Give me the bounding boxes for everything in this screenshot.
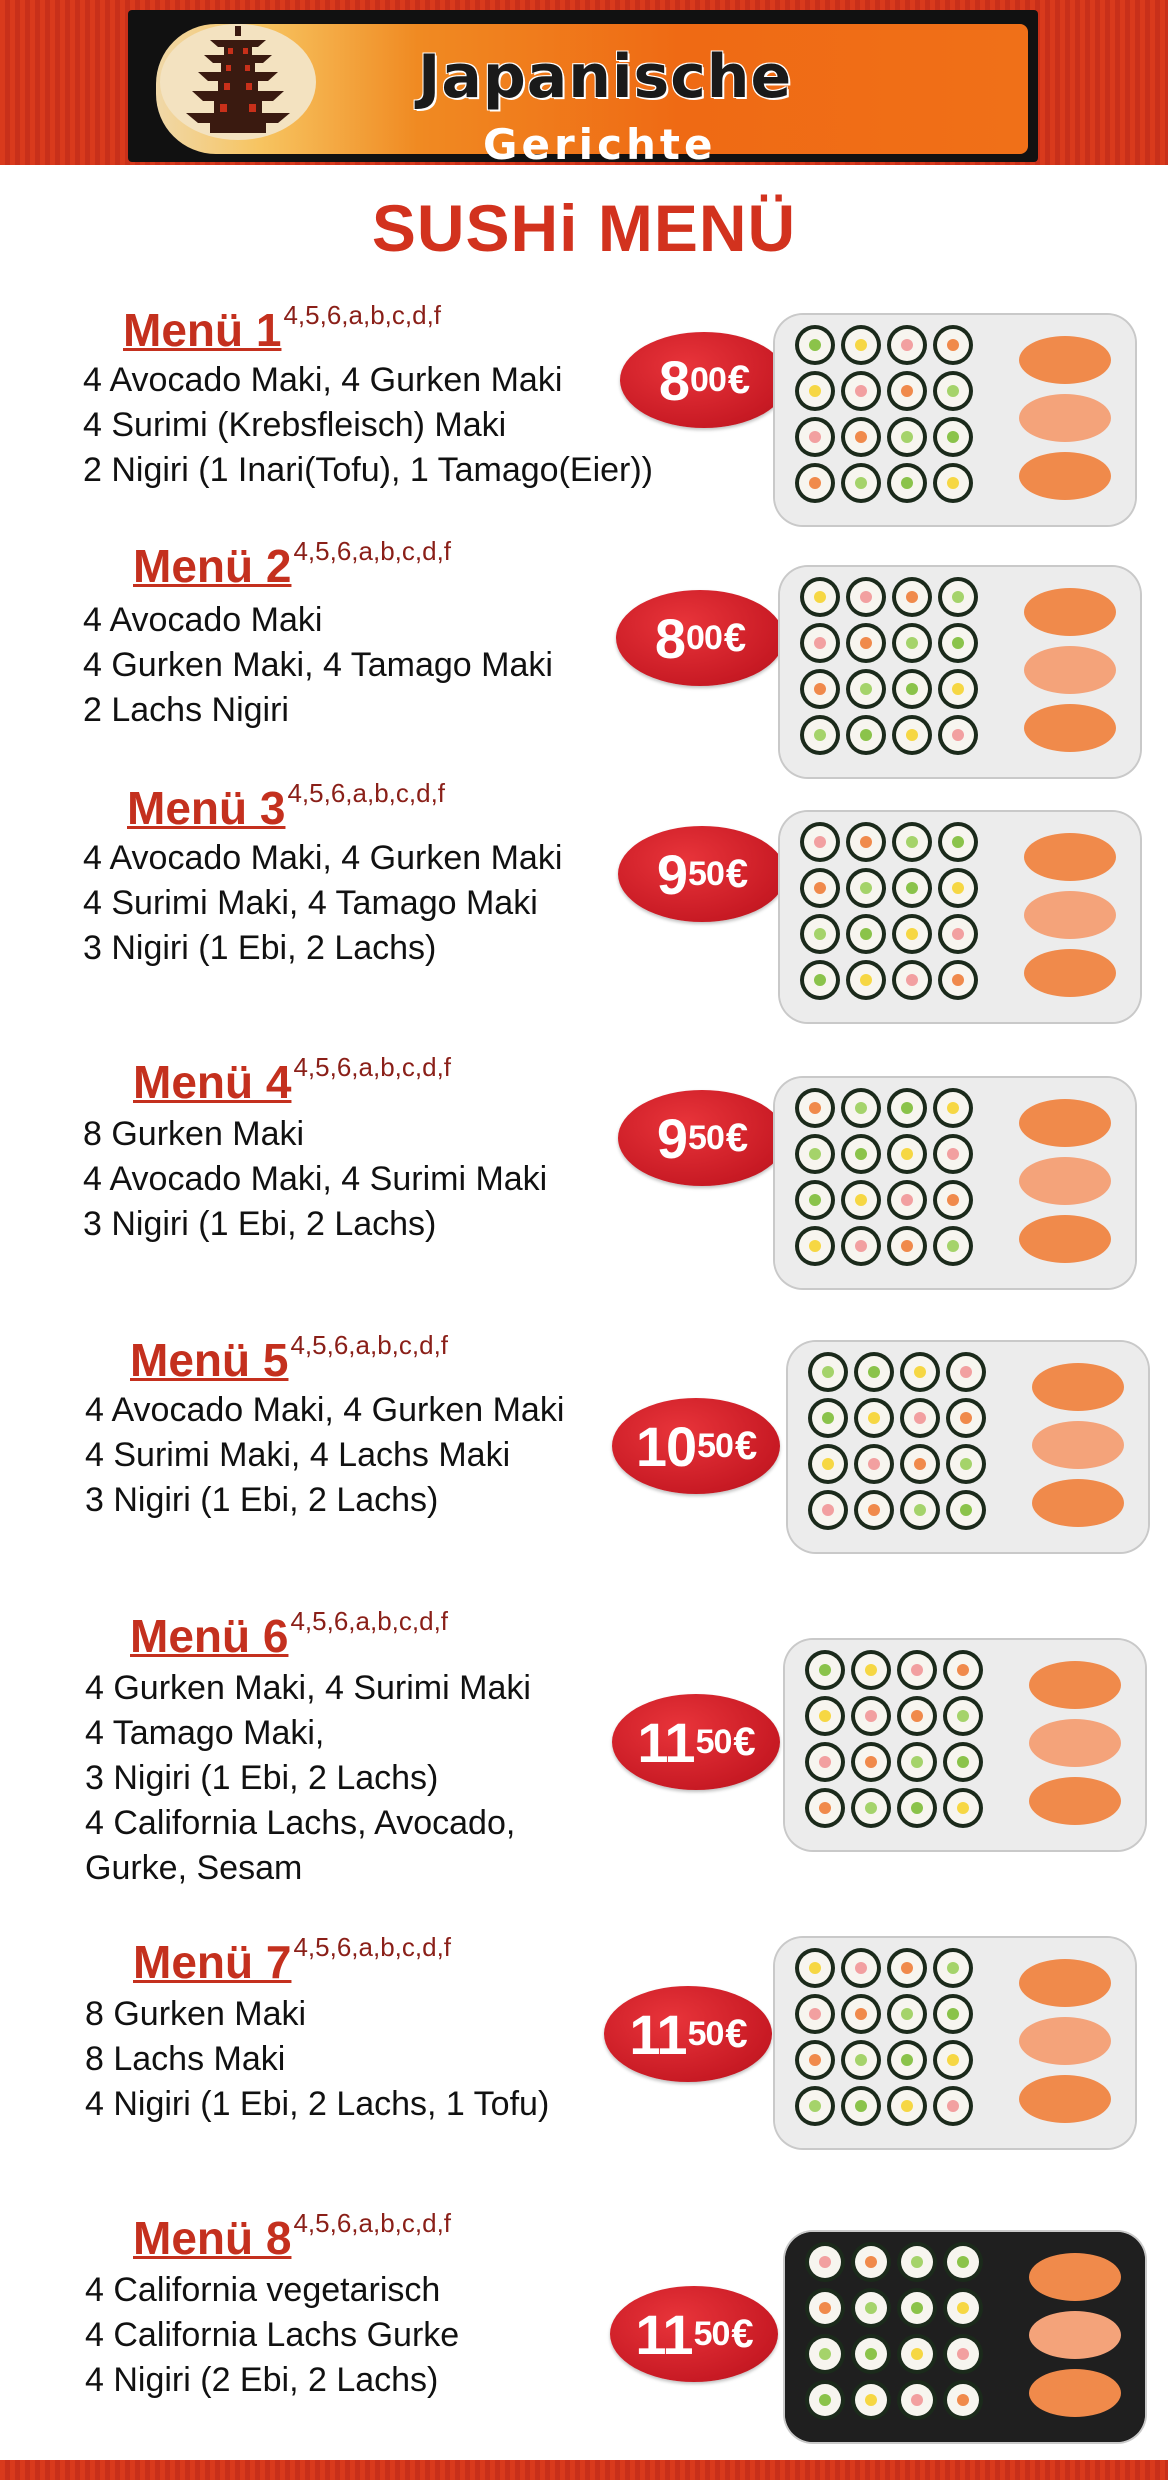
price-badge [616,590,784,686]
menu-heading [130,1330,448,1387]
menu-contents [85,1666,531,1891]
menu-line: 4 Tamago Maki, [85,1714,325,1752]
menu-contents [83,598,553,733]
price-currency: € [733,1719,755,1764]
menu-heading [133,536,451,593]
menu-heading [133,1932,451,1989]
menu-name: Menü 7 [133,1936,292,1988]
price-main: 11 [629,2002,687,2066]
price-cents: 50 [695,1722,732,1761]
price-cents: 00 [690,360,726,399]
menu-name: Menü 3 [127,782,286,834]
menu-name: Menü 4 [133,1056,292,1108]
menu-contents [85,1992,549,2127]
price-main: 11 [635,2302,693,2366]
price-badge [620,332,788,428]
price-main: 8 [654,606,686,670]
menu-line: 4 California vegetarisch [85,2271,441,2309]
price-badge [604,1986,772,2082]
price-main: 9 [656,842,688,906]
pagoda-logo [158,20,318,140]
menu-heading [133,1052,451,1109]
menu-line: 2 Nigiri (1 Inari(Tofu), 1 Tamago(Eier)) [83,451,653,489]
menu-line: 3 Nigiri (1 Ebi, 2 Lachs) [85,1481,439,1519]
menu-contents [83,358,653,493]
menu-contents [85,1388,564,1523]
menu-contents [83,836,562,971]
price-cents: 00 [686,618,722,657]
menu-name: Menü 5 [130,1334,289,1386]
menu-line: 4 Gurken Maki, 4 Surimi Maki [85,1669,531,1707]
header-title: Japanische [418,42,793,112]
header-subtitle: Gerichte [483,120,717,169]
price-main: 8 [658,348,690,412]
price-currency: € [725,2011,747,2056]
price-currency: € [723,615,746,660]
menu-line: 4 Surimi Maki, 4 Lachs Maki [85,1436,511,1474]
menu-line: 4 California Lachs Gurke [85,2316,460,2354]
menu-contents [83,1112,547,1247]
price-currency: € [725,851,748,896]
menu-line: 4 Gurken Maki, 4 Tamago Maki [83,646,553,684]
allergen-codes: 4,5,6,a,b,c,d,f [293,536,452,566]
price-currency: € [734,1423,757,1468]
menu-name: Menü 6 [130,1610,289,1662]
menu-line: Gurke, Sesam [85,1849,303,1887]
menu-line: 3 Nigiri (1 Ebi, 2 Lachs) [85,1759,439,1797]
allergen-codes: 4,5,6,a,b,c,d,f [283,300,442,330]
menu-heading [127,778,445,835]
allergen-codes: 4,5,6,a,b,c,d,f [290,1606,449,1636]
price-badge [610,2286,778,2382]
menu-name: Menü 2 [133,540,292,592]
page-title: SUSHi MENÜ [371,191,797,265]
price-badge [612,1694,780,1790]
sushi-photo [775,1938,1135,2148]
allergen-codes: 4,5,6,a,b,c,d,f [293,1932,452,1962]
menu-line: 4 Avocado Maki, 4 Gurken Maki [85,1391,565,1429]
price-main: 11 [637,1710,695,1774]
header-banner [128,10,1038,169]
price-badge [618,826,786,922]
price-main: 9 [656,1106,688,1170]
sushi-photo [785,2232,1145,2442]
menu-line: 3 Nigiri (1 Ebi, 2 Lachs) [83,929,437,967]
price-currency: € [725,1115,748,1160]
menu-line: 4 Surimi Maki, 4 Tamago Maki [83,884,538,922]
allergen-codes: 4,5,6,a,b,c,d,f [287,778,446,808]
menu-line: 4 Avocado Maki [83,601,323,639]
price-currency: € [727,357,750,402]
menu-line: 4 Surimi (Krebsfleisch) Maki [83,406,507,444]
menu-line: 8 Gurken Maki [83,1115,305,1153]
menu-name: Menü 1 [123,304,282,356]
sushi-photo [775,315,1135,525]
sushi-photo [780,567,1140,777]
price-cents: 50 [688,1118,724,1157]
menu-heading [133,2208,451,2265]
menu-line: 4 Avocado Maki, 4 Surimi Maki [83,1160,548,1198]
menu-line: 4 Avocado Maki, 4 Gurken Maki [83,361,563,399]
allergen-codes: 4,5,6,a,b,c,d,f [293,1052,452,1082]
price-cents: 50 [693,2314,730,2353]
price-cents: 50 [687,2014,724,2053]
menu-line: 8 Gurken Maki [85,1995,307,2033]
menu-line: 4 Avocado Maki, 4 Gurken Maki [83,839,563,877]
price-cents: 50 [697,1426,733,1465]
menu-line: 4 Nigiri (2 Ebi, 2 Lachs) [85,2361,439,2399]
sushi-photo [785,1640,1145,1850]
price-currency: € [731,2311,753,2356]
sushi-photo [775,1078,1135,1288]
price-cents: 50 [688,854,724,893]
menu-line: 2 Lachs Nigiri [83,691,289,729]
menu-heading [123,300,441,357]
menu-line: 4 Nigiri (1 Ebi, 2 Lachs, 1 Tofu) [85,2085,550,2123]
menu-contents [85,2268,459,2403]
price-badge [612,1398,780,1494]
sushi-photo [780,812,1140,1022]
sushi-photo [788,1342,1148,1552]
footer-band [0,2460,1168,2480]
price-main: 10 [635,1414,697,1478]
allergen-codes: 4,5,6,a,b,c,d,f [293,2208,452,2238]
menu-line: 3 Nigiri (1 Ebi, 2 Lachs) [83,1205,437,1243]
menu-name: Menü 8 [133,2212,292,2264]
menu-heading [130,1606,448,1663]
allergen-codes: 4,5,6,a,b,c,d,f [290,1330,449,1360]
menu-line: 8 Lachs Maki [85,2040,286,2078]
menu-line: 4 California Lachs, Avocado, [85,1804,516,1842]
price-badge [618,1090,786,1186]
